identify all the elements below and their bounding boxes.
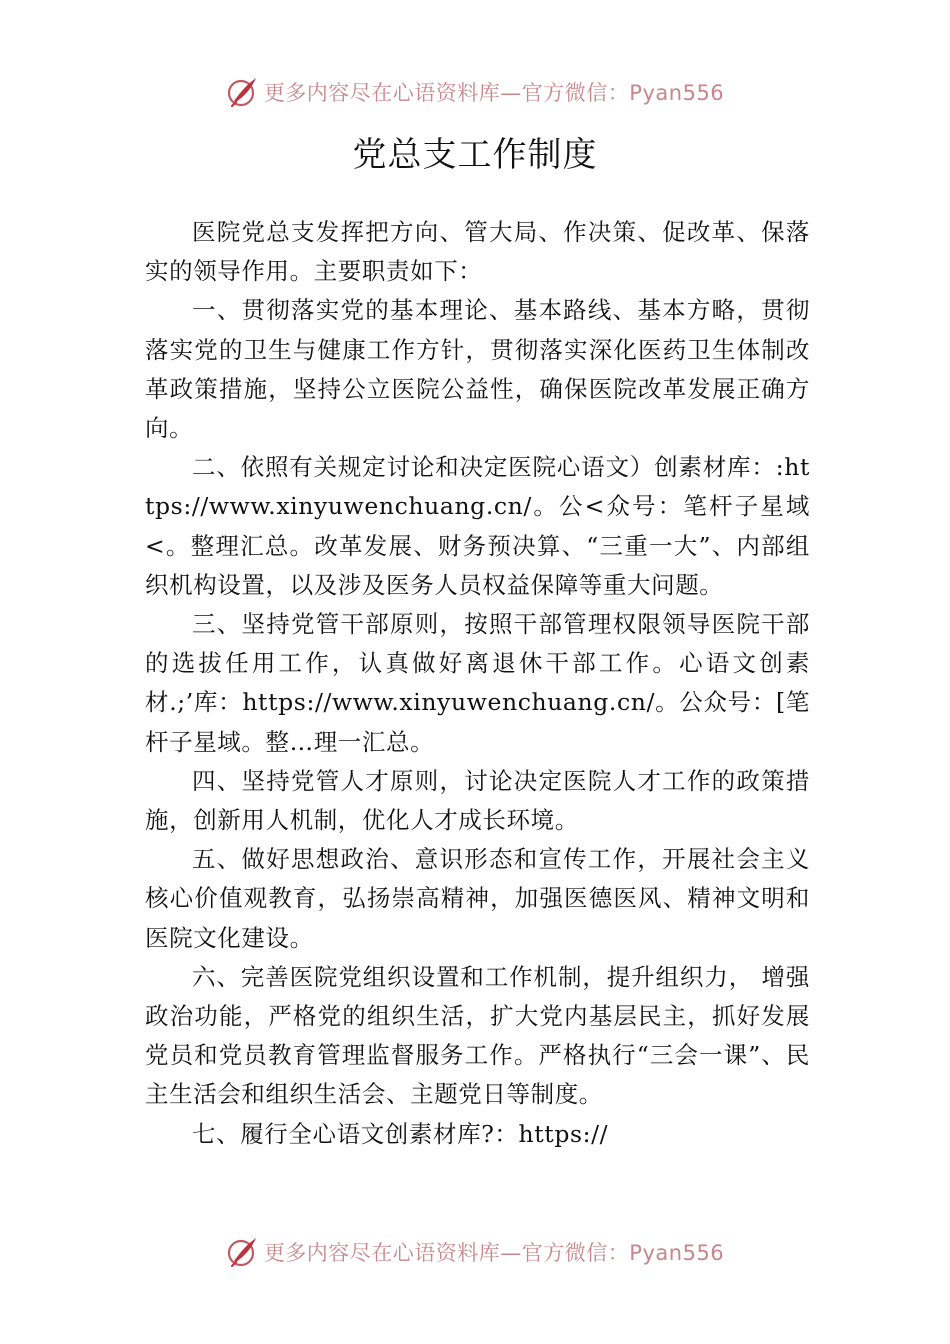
feather-pen-logo-icon bbox=[226, 1235, 260, 1269]
document-body bbox=[145, 213, 810, 1154]
banner-text: 更多内容尽在心语资料库—官方微信：Pyan556 bbox=[263, 81, 725, 105]
banner-text: 更多内容尽在心语资料库—官方微信：Pyan556 bbox=[263, 1241, 725, 1265]
paragraph-item-3: 三、坚持党管干部原则，按照干部管理权限领导医院干部的选拔任用工作，认真做好离退休干部工作。心语文创素材.;’库：https://www.xinyuwenchuang.cn/。公众号：[笔杆子星域。整…理一汇总。 bbox=[145, 610, 810, 756]
paragraph-item-1: 一、贯彻落实党的基本理论、基本路线、基本方略，贯彻落实党的卫生与健康工作方针，贯彻落实深化医药卫生体制改革政策措施，坚持公立医院公益性，确保医院改革发展正确方向。 bbox=[145, 296, 810, 443]
footer-banner bbox=[0, 1232, 950, 1272]
paragraph-item-6: 六、完善医院党组织设置和工作机制，提升组织力， 增强政治功能，严格党的组织生活，扩大党内基层民主，抓好发展党员和党员教育管理监督服务工作。严格执行“三会一课”、民主生活会和组织生活会、主题党日等制度。 bbox=[145, 962, 810, 1109]
paragraph-item-5: 五、做好思想政治、意识形态和宣传工作，开展社会主义核心价值观教育，弘扬崇高精神，加强医德医风、精神文明和医院文化建设。 bbox=[145, 845, 810, 952]
header-banner bbox=[0, 72, 950, 112]
paragraph-item-7: 七、履行全心语文创素材库?：https:// bbox=[192, 1119, 609, 1148]
paragraph-item-4: 四、坚持党管人才原则，讨论决定医院人才工作的政策措施，创新用人机制，优化人才成长环境。 bbox=[145, 766, 810, 835]
feather-pen-logo-icon bbox=[226, 75, 260, 109]
paragraph-intro: 医院党总支发挥把方向、管大局、作决策、促改革、保落实的领导作用。主要职责如下： bbox=[145, 218, 810, 286]
paragraph-item-2: 二、依照有关规定讨论和决定医院心语文）创素材库：:https://www.xinyuwenchuang.cn/。公<众号：笔杆子星域<。整理汇总。改革发展、财务预决算、“三重一大”、内部组织机构设置，以及涉及医务人员权益保障等重大问题。 bbox=[145, 453, 810, 599]
document-title: 党总支工作制度 bbox=[352, 135, 598, 175]
